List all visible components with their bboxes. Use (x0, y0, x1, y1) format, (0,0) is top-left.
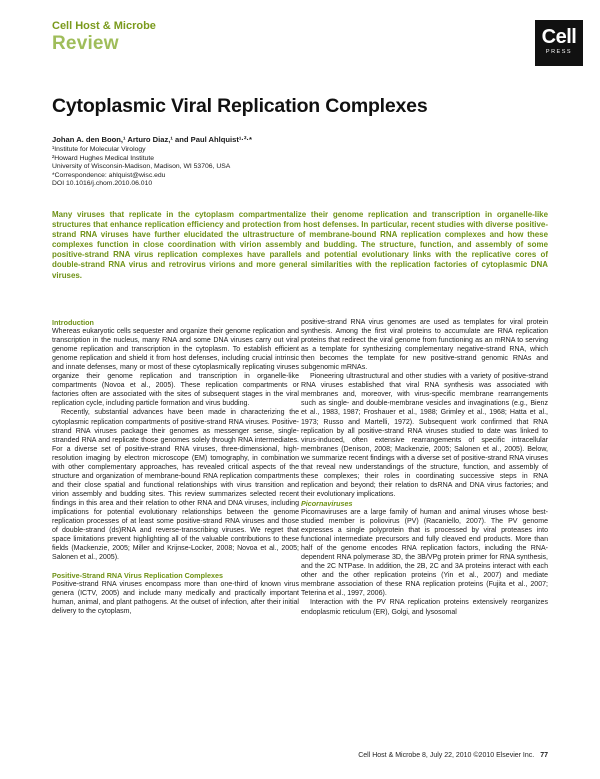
section-label: Review (52, 33, 119, 54)
body-paragraph: Interaction with the PV RNA replication proteins extensively reorganizes endoplasmic reticulum (ER), Golgi, and lysosomal (301, 599, 548, 616)
body-paragraph: Picornaviruses are a large family of human and animal viruses whose best-studied member is poliovirus (PV) (Racaniello, 2007). The PV genome expresses a single polyprotein that is processed by viral proteases into functional intermediate precursors and fully cleaved end products. More than half of the genome encodes RNA replication factors, including the RNA-dependent RNA polymerase 3D, the 3B/VPg protein primer for RNA synthesis, and the 2C NTPase. In addition, the 2B, 2C and 3A proteins interact with each other and the other replication proteins (Yin et al., 2007) and mediate membrane association of these RNA replication proteins (Fujita et al., 2007; Teterina et al., 1997, 2006). (301, 508, 548, 598)
page-footer (358, 752, 548, 759)
article-title: Cytoplasmic Viral Replication Complexes (52, 95, 428, 117)
body-column-right (301, 318, 548, 617)
body-paragraph: positive-strand RNA virus genomes are used as templates for viral protein synthesis. Among the first viral proteins to accumulate are RNA replication proteins that redirect the viral genome from functioning as an mRNA to serving as a template for synthesizing complementary negative-strand RNA, which then becomes the template for new positive-strand genomic RNAs and subgenomic mRNAs. (301, 319, 548, 372)
page-number: 77 (540, 752, 548, 759)
logo-main-text: Cell (541, 26, 577, 48)
correspondence-line[interactable]: *Correspondence: ahlquist@wisc.edu (52, 171, 166, 179)
doi-line[interactable]: DOI 10.1016/j.chom.2010.06.010 (52, 180, 153, 188)
affiliation-line: ¹Institute for Molecular Virology (52, 146, 146, 153)
body-paragraph: Recently, substantial advances have been made in characterizing the cytoplasmic replication compartments of positive-strand RNA viruses. Positive-strand RNA viruses package their genomes as messenger sense, single-stranded RNA and replicate those genomes solely through RNA intermediates. For a diverse set of positive-strand RNA viruses, three-dimensional, high-resolution imaging by electron microscope (EM) tomography, in combination with other complementary approaches, has revealed critical aspects of the structure and organization of membrane-bound RNA replication compartments and their close spatial and functional relationships with virus transition and virion assembly and budding sites. This review summarizes selected recent findings in this area and their relation to other RNA and DNA viruses, including implications for potential evolutionary relationships between the genome replication processes of at least some positive-strand RNA viruses and those of double-strand (ds)RNA and reverse-transcribing viruses. We regret that space limitations prevent highlighting all of the valuable contributions to these fields (Mackenzie, 2005; Miller and Krijnse-Locker, 2008; Novoa et al., 2005; Salonen et al., 2005). (52, 409, 299, 562)
body-paragraph: Pioneering ultrastructural and other studies with a variety of positive-strand RNA viruses established that viral RNA synthesis was associated with membranes and, moreover, with virus-specific membrane rearrangements such as single- and double-membrane vesicles and invaginations (e.g., Bienz et al., 1983, 1987; Froshauer et al., 1988; Grimley et al., 1968; Hatta et al., 1973; Russo and Martelli, 1972). Subsequent work confirmed that RNA replication by all positive-strand RNA viruses studied to date was linked to virus-induced, often extensive rearrangements of specific intracellular membranes (Denison, 2008; Mackenzie, 2005; Salonen et al., 2005). Below, we summarize recent findings with a diverse set of positive-strand RNA viruses that reveal new understandings of the structure, function, and assembly of these complexes; their roles in coordinating successive steps in RNA replication and beyond; their relation to dsRNA and DNA virus factories; and their evolutionary implications. (301, 373, 548, 498)
body-paragraph: Positive-strand RNA viruses encompass more than one-third of known virus genera (ICTV, 2005) and include many medically and practically important human, animal, and plant pathogens. At the outset of infection, after their initial delivery to the cytoplasm, (52, 581, 299, 616)
paragraph-gap (52, 562, 299, 571)
journal-name: Cell Host & Microbe (52, 20, 156, 32)
affiliations (52, 146, 230, 189)
section-heading: Introduction (52, 318, 94, 327)
body-paragraph: Whereas eukaryotic cells sequester and organize their genome replication and transcription in the nucleus, many RNA and some DNA viruses carry out viral genome replication and transcription in the cytoplasm. To establish efficient genome replication and shield it from host defenses, including crucial intrinsic and innate defenses, many or most of these cytoplasmically replicating viruses organize their genome replication and transcription in organelle-like compartments (Novoa et al., 2005). These replication compartments or factories often are associated with the sites of subsequent stages in the viral replication cycle, including particle formation and virus budding. (52, 328, 299, 408)
logo-sub-text: PRESS (545, 49, 573, 55)
abstract: Many viruses that replicate in the cytoplasm compartmentalize their genome replication and transcription in organelle-like structures that enhance replication efficiency and protection from host defenses. In particular, recent studies with diverse positive-strand RNA viruses have further elucidated the ultrastructure of membrane-bound RNA replication complexes and how these complexes function in close coordination with virion assembly and budding. The structure, function, and assembly of some positive-strand RNA virus replication complexes have parallels and potential evolutionary links with the replicative cores of double-strand RNA virus and retrovirus virions and more general similarities with the replication factories of cytoplasmic DNA viruses. (52, 210, 548, 280)
article-authors: Johan A. den Boon,¹ Arturo Diaz,¹ and Paul Ahlquist¹·²·* (52, 135, 252, 144)
body-column-left (52, 318, 299, 617)
section-heading: Positive-Strand RNA Virus Replication Complexes (52, 571, 223, 581)
publisher-logo (535, 20, 583, 66)
affiliation-line: ²Howard Hughes Medical Institute (52, 154, 154, 162)
footer-citation: Cell Host & Microbe 8, July 22, 2010 ©2010 Elsevier Inc. (358, 752, 535, 759)
section-heading: Picornaviruses (301, 498, 353, 508)
affiliation-line: University of Wisconsin-Madison, Madison, WI 53706, USA (52, 163, 231, 171)
